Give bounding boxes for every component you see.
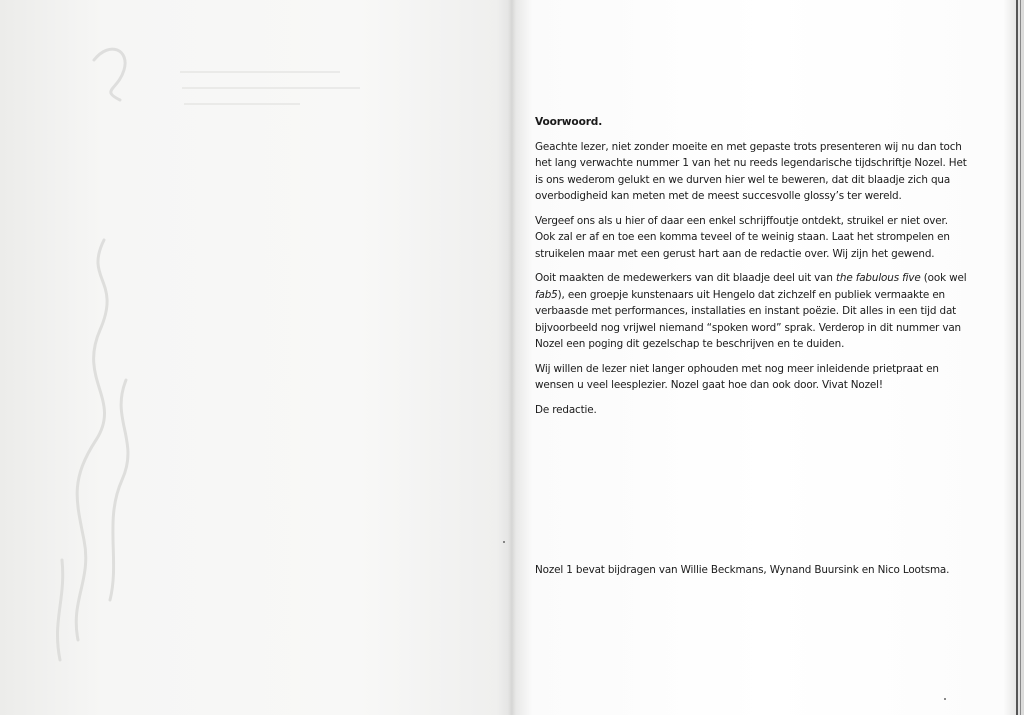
paragraph-intro: Geachte lezer, niet zonder moeite en met gepaste trots presenteren wij nu dan toch het lang verwachte nummer 1 van het nu reeds legendarische tijdschriftje Nozel. Het is ons wederom gelukt en we durven hier wel te beweren, dat dit blaadje zich qua overbodigheid kan meten met de meest succesvolle glossy’s ter wereld. [535,140,967,202]
history-text-1: Ooit maakten de medewerkers van dit blaadje deel uit van [535,272,836,284]
history-text-2: (ook wel [920,272,967,284]
paragraph-history [535,270,967,353]
group-name: the fabulous five [835,272,921,284]
signoff: De redactie. [535,403,597,416]
foreword-heading: Voorwoord. [535,116,603,128]
history-text-3: ), een groepje kunstenaars uit Hengelo dat zichzelf en publiek vermaakte en verbaasde met performances, installaties en instant poëzie. Dit alles in een tijd dat bijvoorbeeld nog vrijwel niemand “spoken word” sprak. Verderop in dit nummer van Nozel een poging dit gezelschap te beschrijven en te duiden. [535,288,961,350]
paragraph-closing: Wij willen de lezer niet langer ophouden met nog meer inleidende prietpraat en wensen u veel leesplezier. Nozel gaat hoe dan ook door. Vivat Nozel! [535,362,939,391]
contributors-credit: Nozel 1 bevat bijdragen van Willie Beckmans, Wynand Buursink en Nico Lootsma. [535,564,950,576]
page-edge-line [1020,0,1021,715]
page-edge-line [1016,0,1018,715]
group-short-name: fab5 [535,288,558,301]
dust-speck [944,698,946,700]
center-fold [508,0,516,715]
foreword-text [535,114,967,426]
paragraph-typos: Vergeef ons als u hier of daar een enkel schrijffoutje ontdekt, struikel er niet over. Ook zal er af en toe een komma teveel of te weinig staan. Laat het strompelen en struikelen maar met een gerust hart aan de redactie over. Wij zijn het gewend. [535,214,950,260]
dust-speck [503,541,505,543]
